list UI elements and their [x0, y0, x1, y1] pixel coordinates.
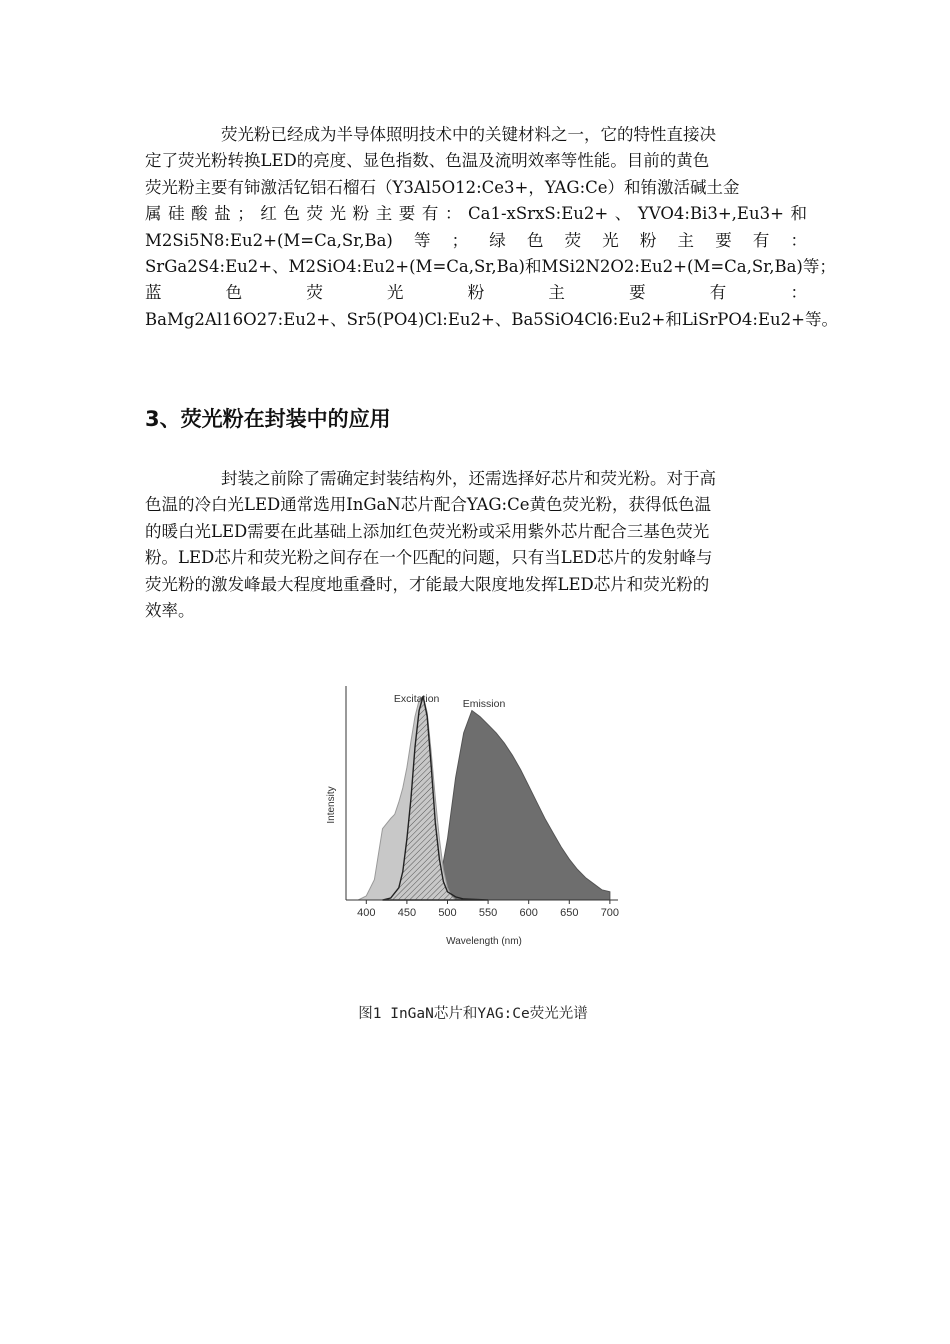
- paragraph-line: 的暖白光LED需要在此基础上添加红色荧光粉或采用紫外芯片配合三基色荧光: [145, 521, 710, 541]
- paragraph-line: 封装之前除了需确定封装结构外，还需选择好芯片和荧光粉。对于高: [221, 469, 716, 488]
- section-heading: 3、荧光粉在封装中的应用: [145, 407, 391, 431]
- x-tick-label: 550: [478, 907, 498, 919]
- x-tick-label: 450: [397, 907, 417, 919]
- paragraph-line: 蓝 色 荧 光 粉 主 要 有 ：: [145, 283, 807, 303]
- x-tick-label: 700: [600, 907, 620, 919]
- spectrum-chart: [318, 680, 628, 950]
- paragraph-line: SrGa2S4:Eu2+、M2SiO4:Eu2+(M=Ca,Sr,Ba)和MSi2N2O2:Eu2+(M=Ca,Sr,Ba)等；: [145, 257, 836, 277]
- paragraph-line: 荧光粉已经成为半导体照明技术中的关键材料之一，它的特性直接决: [221, 125, 716, 144]
- series-area-emission: [427, 711, 610, 901]
- paragraph-line: 定了荧光粉转换LED的亮度、显色指数、色温及流明效率等性能。目前的黄色: [145, 151, 710, 171]
- x-tick-label: 600: [519, 907, 538, 919]
- paragraph-line: M2Si5N8:Eu2+(M=Ca,Sr,Ba)等；绿色荧光粉主要有：: [145, 230, 807, 250]
- paragraph-line: 属硅酸盐；红色荧光粉主要有：Ca1-xSrxS:Eu2+、YVO4:Bi3+,Eu3+和: [145, 204, 807, 224]
- x-tick-label: 500: [438, 907, 457, 919]
- paragraph-phosphor-overview: [145, 122, 838, 333]
- series-label-emission: Emission: [462, 698, 506, 710]
- x-tick-label: 650: [560, 907, 579, 919]
- x-tick-label: 400: [357, 907, 376, 919]
- paragraph-line: 荧光粉的激发峰最大程度地重叠时，才能最大限度地发挥LED芯片和荧光粉的: [145, 574, 710, 594]
- figure-caption: 图1 InGaN芯片和YAG:Ce荧光光谱: [358, 1006, 588, 1022]
- series-label-excitation: Excitation: [393, 693, 440, 705]
- paragraph-packaging: [145, 466, 807, 624]
- paragraph-line: 色温的冷白光LED通常选用InGaN芯片配合YAG:Ce黄色荧光粉，获得低色温: [145, 495, 711, 515]
- paragraph-line: 效率。: [145, 601, 195, 621]
- paragraph-line: BaMg2Al16O27:Eu2+、Sr5(PO4)Cl:Eu2+、Ba5SiO4Cl6:Eu2+和LiSrPO4:Eu2+等。: [145, 309, 838, 329]
- paragraph-line: 荧光粉主要有铈激活钇铝石榴石（Y3Al5O12:Ce3+，YAG:Ce）和铕激活碱土金: [145, 177, 740, 197]
- x-axis-label: Wavelength (nm): [446, 936, 522, 947]
- y-axis-label: Intensity: [326, 786, 337, 824]
- paragraph-line: 粉。LED芯片和荧光粉之间存在一个匹配的问题，只有当LED芯片的发射峰与: [145, 548, 713, 568]
